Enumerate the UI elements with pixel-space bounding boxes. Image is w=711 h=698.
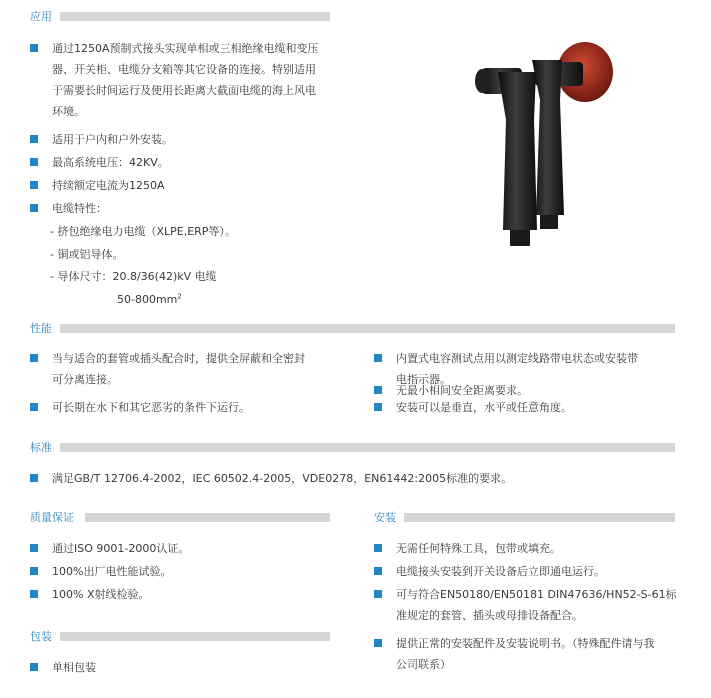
bullet-square-icon [30, 158, 38, 166]
section-divider [60, 632, 330, 641]
bullet-square-icon [30, 354, 38, 362]
text-line: 提供正常的安装配件及安装说明书。（特殊配件请与我 [396, 637, 655, 650]
section-divider [60, 324, 675, 333]
section-divider [60, 443, 675, 452]
conductor-range: $50-800mm^2$ [117, 292, 182, 306]
section-title: 性能 [30, 322, 52, 335]
text-line: 电指示器。 [396, 373, 451, 386]
bullet-square-icon [30, 590, 38, 598]
section-standards-header [30, 441, 675, 455]
section-title: 包装 [30, 630, 52, 643]
text-line: 可分离连接。 [52, 373, 118, 386]
bullet-square-icon [30, 567, 38, 575]
list-item [30, 397, 350, 418]
list-item [30, 657, 330, 678]
bullet-square-icon [30, 403, 38, 411]
text-line: 环境。 [52, 105, 85, 118]
list-item [374, 584, 704, 626]
cable-feature-line: - 铜或铝导体。 [50, 248, 124, 261]
text-line: 准规定的套管、插头或母排设备配合。 [396, 609, 583, 622]
section-divider [60, 12, 330, 21]
section-title: 应用 [30, 10, 52, 23]
text-line: 100%出厂电性能试验。 [52, 565, 172, 578]
section-title: 安装 [374, 511, 396, 524]
section-performance-header [30, 322, 675, 336]
list-item [30, 198, 350, 219]
bullet-square-icon [30, 44, 38, 52]
bullet-square-icon [30, 663, 38, 671]
cable-feature-line: - 挤包绝缘电力电缆（XLPE,ERP等）。 [50, 225, 236, 238]
text-line: 于需要长时间运行及使用长距离大截面电缆的海上风电 [52, 84, 316, 97]
list-item [30, 538, 330, 559]
section-installation-header [374, 511, 675, 525]
section-application-header [30, 10, 330, 24]
list-item [30, 38, 350, 122]
bullet-square-icon [374, 639, 382, 647]
bullet-square-icon [374, 544, 382, 552]
section-packaging-header [30, 630, 330, 644]
list-item [374, 633, 704, 675]
list-item [30, 129, 350, 150]
bullet-square-icon [374, 590, 382, 598]
bullet-square-icon [374, 567, 382, 575]
bullet-square-icon [30, 204, 38, 212]
text-line: 内置式电容测试点用以测定线路带电状态或安装带 [396, 352, 638, 365]
bullet-square-icon [374, 403, 382, 411]
section-divider [404, 513, 675, 522]
text-line: 当与适合的套管或插头配合时，提供全屏蔽和全密封 [52, 352, 305, 365]
text-line: 通过ISO 9001-2000认证。 [52, 542, 190, 555]
cable-feature-line: - 导体尺寸：20.8/36(42)kV 电缆 [50, 270, 217, 283]
text-line: 100% X射线检验。 [52, 588, 150, 601]
bullet-square-icon [30, 135, 38, 143]
text-line: 器、开关柜、电缆分支箱等其它设备的连接。特别适用 [52, 63, 316, 76]
bullet-square-icon [30, 181, 38, 189]
text-line: 单相包装 [52, 661, 96, 674]
text-line: 可与符合EN50180/EN50181 DIN47636/HN52-S-61标 [396, 588, 677, 601]
text-line: 电缆接头安装到开关设备后立即通电运行。 [396, 565, 605, 578]
section-quality-header [30, 511, 330, 525]
text-line: 公司联系） [396, 658, 451, 671]
list-item [374, 538, 704, 559]
bullet-square-icon [30, 474, 38, 482]
list-item [30, 468, 690, 489]
bullet-square-icon [374, 354, 382, 362]
text-line: 适用于户内和户外安装。 [52, 133, 173, 146]
bullet-square-icon [374, 386, 382, 394]
text-line: 安装可以是垂直，水平或任意角度。 [396, 401, 572, 414]
text-line: 满足GB/T 12706.4-2002，IEC 60502.4-2005，VDE0278，EN61442:2005标准的要求。 [52, 472, 513, 485]
text-line: 无需任何特殊工具，包带或填充。 [396, 542, 561, 555]
list-item [30, 348, 350, 390]
cable-connector-illustration [440, 40, 630, 255]
list-item [30, 175, 350, 196]
text-line: 通过1250A预制式接头实现单相或三相绝缘电缆和变压 [52, 42, 319, 55]
text-line: 最高系统电压：42KV。 [52, 156, 169, 169]
section-title: 标准 [30, 441, 52, 454]
list-item [30, 152, 350, 173]
section-title: 质量保证 [30, 511, 74, 524]
section-divider [85, 513, 330, 522]
list-item [30, 584, 330, 605]
text-line: 电缆特性： [52, 202, 107, 215]
list-item [374, 397, 694, 418]
text-line: 持续额定电流为1250A [52, 179, 165, 192]
list-item [374, 561, 704, 582]
text-line: 无最小相间安全距离要求。 [396, 384, 528, 397]
list-item [30, 561, 330, 582]
text-line: 可长期在水下和其它恶劣的条件下运行。 [52, 401, 250, 414]
bullet-square-icon [30, 544, 38, 552]
